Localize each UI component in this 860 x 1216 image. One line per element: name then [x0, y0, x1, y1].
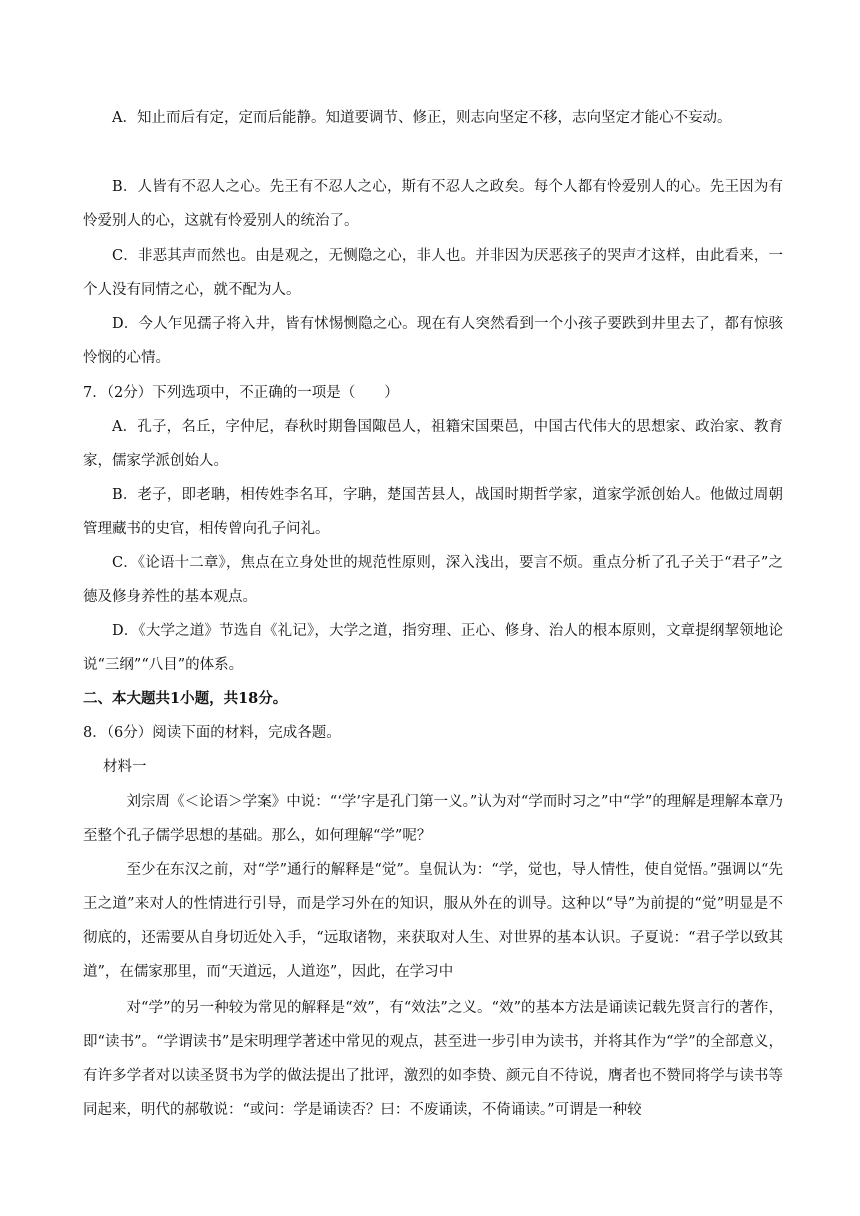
q7-option-a: A．孔子，名丘，字仲尼，春秋时期鲁国陬邑人，祖籍宋国栗邑，中国古代伟大的思想家、政治家、教育家，儒家学派创始人。: [83, 419, 783, 469]
material-paragraph-3: 对“学”的另一种较为常见的解释是“效”，有“效法”之义。“效”的基本方法是诵读记载先贤言行的著作，即“读书”。“学谓读书”是宋明理学著述中常见的观点，甚至进一步引申为读书，并将其作为“学”的全部意义，有许多学者对以读圣贤书为学的做法提出了批评，激烈的如李贽、颜元自不待说，膺者也不赞同将学与读书等同起来，明代的郝敬说：“或问：学是诵读否？曰：不废诵读，不倚诵读。”可谓是一种较: [83, 1000, 783, 1118]
material-paragraph-1: 刘宗周《＜论语＞学案》中说：“‘学’字是孔门第一义。”认为对“学而时习之”中“学”的理解是理解本章乃至整个孔子儒学思想的基础。那么，如何理解“学”呢？: [83, 794, 783, 844]
q6-option-a: A．知止而后有定，定而后能静。知道要调节、修正，则志向坚定不移，志向坚定才能心不妄动。: [112, 110, 732, 126]
material-label: 材料一: [103, 759, 147, 775]
q7-option-b: B．老子，即老聃，相传姓李名耳，字聃，楚国苦县人，战国时期哲学家，道家学派创始人。他做过周朝管理藏书的史官，相传曾向孔子问礼。: [83, 487, 783, 537]
q8-stem: 8．（6分）阅读下面的材料，完成各题。: [83, 725, 341, 741]
q7-option-c: C．《论语十二章》，焦点在立身处世的规范性原则，深入浅出，要言不烦。重点分析了孔子关于“君子”之德及修身养性的基本观点。: [83, 555, 783, 605]
q6-option-d: D．今人乍见孺子将入井，皆有怵惕恻隐之心。现在有人突然看到一个小孩子要跌到井里去了，都有惊骇怜悯的心情。: [83, 316, 783, 366]
q7-option-d: D．《大学之道》节选自《礼记》，大学之道，指穷理、正心、修身、治人的根本原则，文章提纲挈领地论说“三纲”“八目”的体系。: [83, 623, 783, 673]
material-paragraph-2: 至少在东汉之前，对“学”通行的解释是“觉”。皇侃认为：“学，觉也，导人情性，使自觉悟。”强调以“先王之道”来对人的性情进行引导，而是学习外在的知识，服从外在的训导。这种以“导”为前提的“觉”明显是不彻底的，还需要从自身切近处入手，“远取诸物，来获取对人生、对世界的基本认识。子夏说：“君子学以致其道”，在儒家那里，而“天道远，人道迩”，因此，在学习中: [83, 862, 783, 980]
q7-stem: 7．（2分）下列选项中，不正确的一项是（ ）: [83, 385, 399, 401]
section-heading: 二、本大题共1小题，共18分。: [83, 690, 288, 707]
q6-option-b: B．人皆有不忍人之心。先王有不忍人之心，斯有不忍人之政矣。每个人都有怜爱别人的心。先王因为有怜爱别人的心，这就有怜爱别人的统治了。: [83, 179, 783, 229]
q6-option-c: C．非恶其声而然也。由是观之，无恻隐之心，非人也。并非因为厌恶孩子的哭声才这样，由此看来，一个人没有同情之心，就不配为人。: [83, 248, 783, 298]
